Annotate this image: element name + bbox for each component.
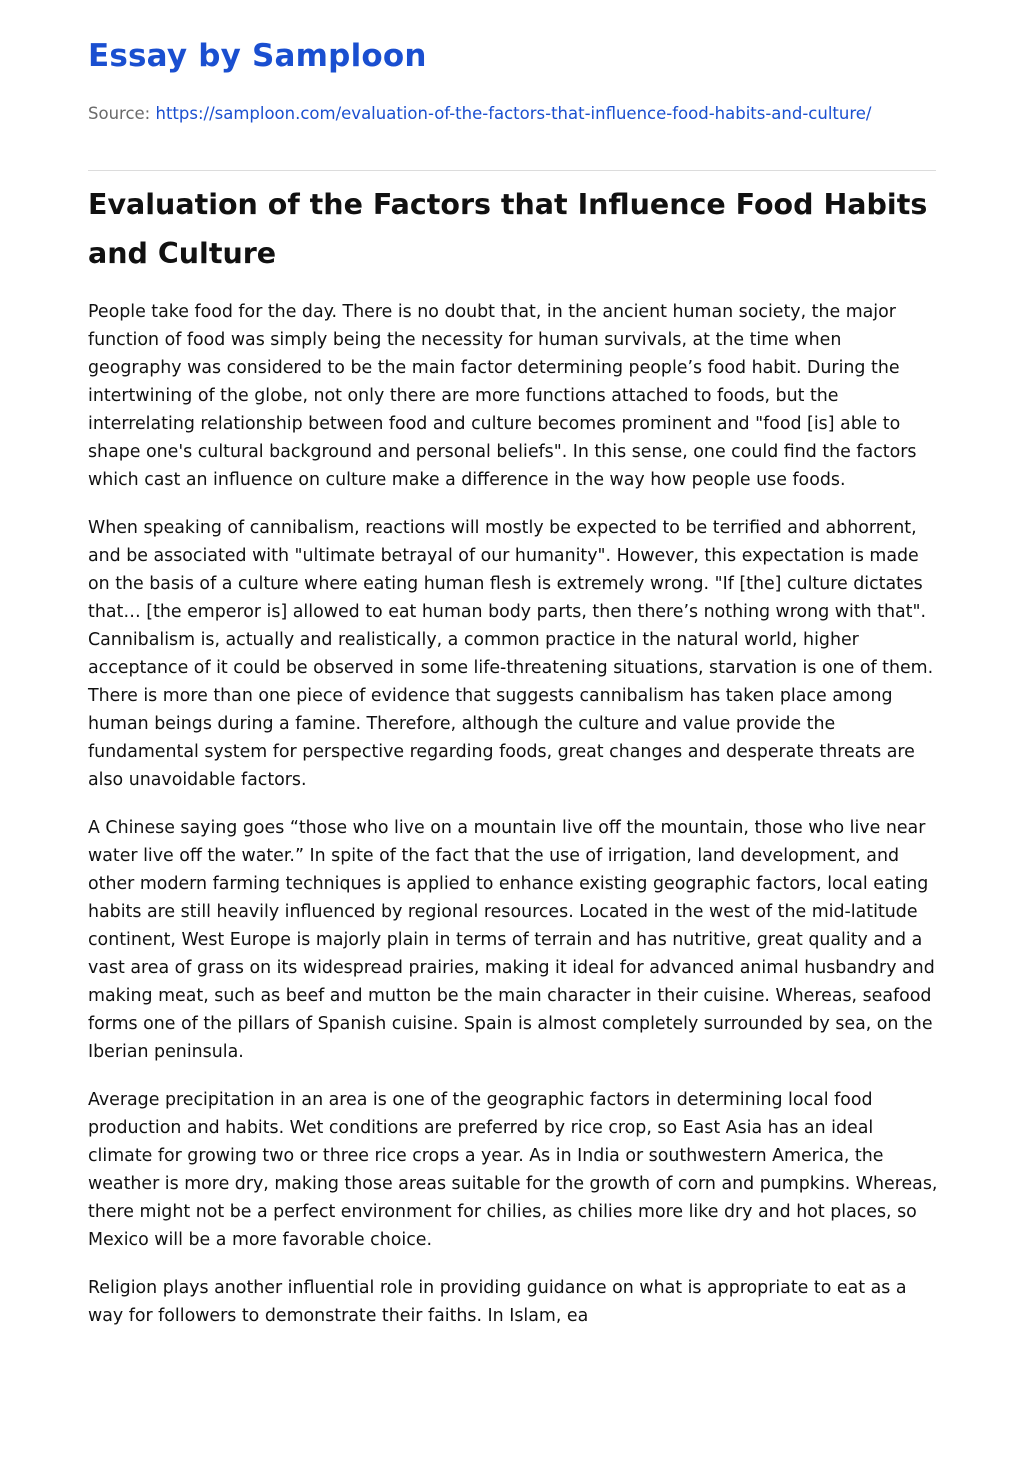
essay-paragraph: A Chinese saying goes “those who live on a mountain live off the mountain, those who live near water live off the water.” In spite of the fact that the use of irrigation, land development, and other modern farming techniques is applied to enhance existing geographic factors, local eating habits are still heavily influenced by regional resources. Located in the west of the mid-latitude continent, West Europe is majorly plain in terms of terrain and has nutritive, great quality and a vast area of grass on its widespread prairies, making it ideal for advanced animal husbandry and making meat, such as beef and mutton be the main character in their cuisine. Whereas, seafood forms one of the pillars of Spanish cuisine. Spain is almost completely surrounded by sea, on the Iberian peninsula. bbox=[88, 818, 935, 1062]
essay-paragraph: Religion plays another influential role in providing guidance on what is appropriate to eat as a way for followers to demonstrate their faiths. In Islam, ea bbox=[88, 1278, 907, 1326]
source-link[interactable]: https://samploon.com/evaluation-of-the-factors-that-influence-food-habits-and-culture/ bbox=[155, 104, 872, 123]
site-title[interactable]: Essay by Samploon bbox=[88, 38, 427, 74]
essay-paragraph: People take food for the day. There is no doubt that, in the ancient human society, the major function of food was simply being the necessity for human survivals, at the time when geography was considered to be the main factor determining people’s food habit. During the intertwining of the globe, not only there are more functions attached to foods, but the interrelating relationship between food and culture becomes prominent and "food [is] able to shape one's cultural background and personal beliefs". In this sense, one could find the factors which cast an influence on culture make a difference in the way how people use foods. bbox=[88, 302, 917, 490]
essay-paragraph: Average precipitation in an area is one of the geographic factors in determining local food production and habits. Wet conditions are preferred by rice crop, so East Asia has an ideal climate for growing two or three rice crops a year. As in India or southwestern America, the weather is more dry, making those areas suitable for the growth of corn and pumpkins. Whereas, there might not be a perfect environment for chilies, as chilies more like dry and hot places, so Mexico will be a more favorable choice. bbox=[88, 1090, 938, 1250]
source-line bbox=[88, 100, 918, 128]
essay-title: Evaluation of the Factors that Influence Food Habits and Culture bbox=[88, 188, 928, 270]
header-divider bbox=[88, 170, 936, 171]
essay-paragraph: When speaking of cannibalism, reactions will mostly be expected to be terrified and abhorrent, and be associated with "ultimate betrayal of our humanity". However, this expectation is made on the basis of a culture where eating human flesh is extremely wrong. "If [the] culture dictates that… [the emperor is] allowed to eat human body parts, then there’s nothing wrong with that". Cannibalism is, actually and realistically, a common practice in the natural world, higher acceptance of it could be observed in some life-threatening situations, starvation is one of them. There is more than one piece of evidence that suggests cannibalism has taken place among human beings during a famine. Therefore, although the culture and value provide the fundamental system for perspective regarding foods, great changes and desperate threats are also unavoidable factors. bbox=[88, 518, 934, 790]
essay-body bbox=[88, 298, 938, 1350]
source-label: Source: bbox=[88, 104, 151, 123]
